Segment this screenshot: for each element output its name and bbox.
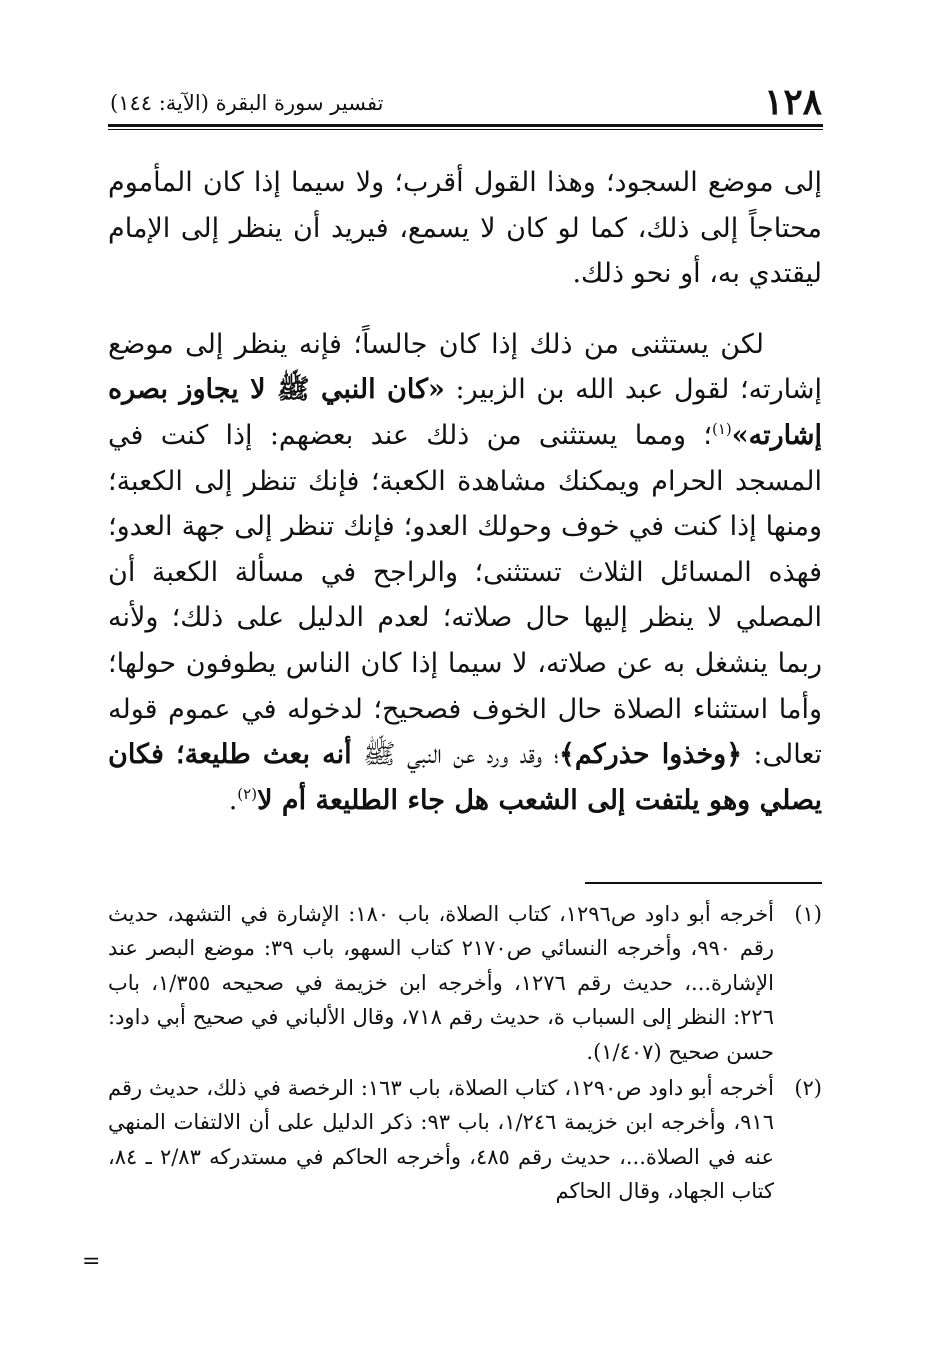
paragraph-2 <box>108 322 822 824</box>
main-text <box>108 160 822 823</box>
header-rule-thin <box>108 129 823 130</box>
header-rule <box>108 124 823 127</box>
paragraph-2-body: ؛ ومما يستثنى من ذلك عند بعضهم: إذا كنت في المسجد الحرام ويمكنك مشاهدة الكعبة؛ فإنك تنظر إلى الكعبة؛ ومنها إذا كنت في خوف وحولك العدو؛ فإنك تنظر إلى جهة العدو؛ فهذه المسائل الثلاث تستثنى؛ والراجح في مسألة الكعبة أن المصلي لا ينظر إليها حال صلاته؛ لعدم الدليل على ذلك؛ ولأنه ربما ينشغل به عن صلاته، لا سيما إذا كان الناس يطوفون حولها؛ وأما استثناء الصلاة حال الخوف فصحيح؛ لدخوله في عموم قوله تعالى: <box>108 419 822 771</box>
footnote-number: (١) <box>794 902 822 926</box>
footnote-text: أخرجه أبو داود ص١٢٩٠، كتاب الصلاة، باب ١٦٣: الرخصة في ذلك، حديث رقم ٩١٦، وأخرجه ابن خزيمة ١/٢٤٦، باب ٩٣: ذكر الدليل على أن الالتفات المنهي عنه في الصلاة...، حديث رقم ٤٨٥، وأخرجه الحاكم في مستدركه ٢/٨٣ ـ ٨٤، كتاب الجهاد، وقال الحاكم <box>108 1076 775 1204</box>
footnotes <box>108 897 822 1211</box>
header-title: تفسير سورة البقرة (الآية: ١٤٤) <box>110 91 384 115</box>
footnote-ref-1: (١) <box>711 419 732 438</box>
hadith-narration: أنه بعث طليعة؛ فكان يصلي وهو يلتفت إلى الشعب هل جاء الطليعة أم لا <box>108 739 822 816</box>
footnote-number: (٢) <box>794 1076 822 1101</box>
quran-verse: ﴿وخذوا حذركم﴾ <box>559 739 743 771</box>
footnote-2 <box>108 1071 822 1209</box>
footnote-1 <box>108 897 822 1069</box>
paragraph-2-end: . <box>228 784 238 816</box>
paragraph-2-mid: ؛ وقد ورد عن النبي ﷺ <box>351 739 560 771</box>
hadith-quote: «كان النبي ﷺ لا يجاوز بصره إشارته» <box>108 374 822 451</box>
paragraph-2-intro: لكن يستثنى من ذلك إذا كان جالساً؛ فإنه ينظر إلى موضع إشارته؛ لقول عبد الله بن الزبير: <box>108 328 822 406</box>
paragraph-1: إلى موضع السجود؛ وهذا القول أقرب؛ ولا سيما إذا كان المأموم محتاجاً إلى ذلك، كما لو كان لا يسمع، فيريد أن ينظر إلى الإمام ليقتدي به، أو نحو ذلك. <box>108 167 822 290</box>
page-number: ١٢٨ <box>763 81 822 123</box>
footnote-ref-2: (٢) <box>237 784 258 803</box>
continuation-mark: = <box>82 1249 101 1274</box>
footnote-separator <box>585 882 822 884</box>
running-header <box>110 78 822 122</box>
footnote-text: أخرجه أبو داود ص١٢٩٦، كتاب الصلاة، باب ١٨٠: الإشارة في التشهد، حديث رقم ٩٩٠، وأخرجه النسائي ص٢١٧٠ كتاب السهو، باب ٣٩: موضع البصر عند الإشارة...، حديث رقم ١٢٧٦، وأخرجه ابن خزيمة في صحيحه ١/٣٥٥، باب ٢٢٦: النظر إلى السباب ة، حديث رقم ٧١٨، وقال الألباني في صحيح أبي داود: حسن صحيح (١/٤٠٧). <box>108 902 775 1064</box>
